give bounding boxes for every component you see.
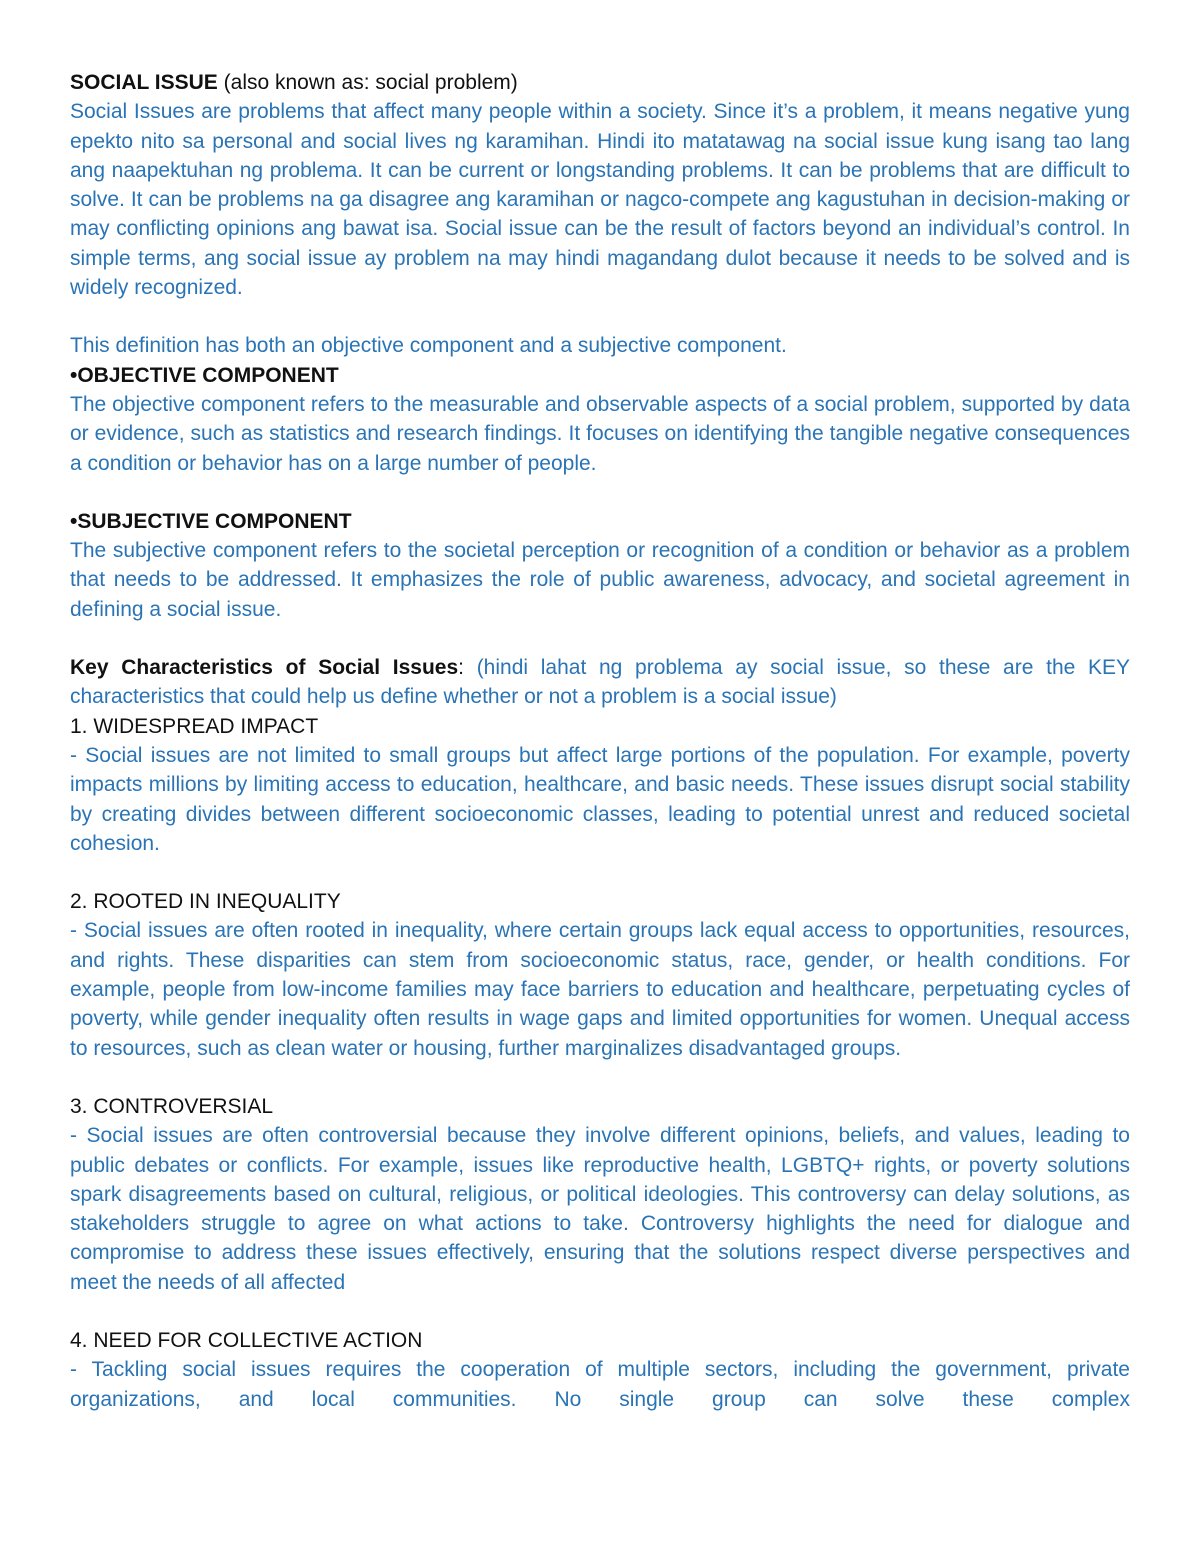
characteristic-heading-3: 3. CONTROVERSIAL xyxy=(70,1094,274,1118)
spacer xyxy=(70,478,1130,507)
spacer xyxy=(70,1297,1130,1326)
key-characteristics-colon: : xyxy=(458,656,477,680)
key-characteristics-intro xyxy=(70,653,1130,712)
spacer xyxy=(70,624,1130,653)
characteristic-heading-1: 1. WIDESPREAD IMPACT xyxy=(70,714,319,738)
characteristic-text-3: - Social issues are often controversial because they involve different opinions, beliefs, and values, leading to public debates or conflicts. For example, issues like reproductive health, LGBTQ+ rights, or poverty solutions spark disagreements based on cultural, religious, or political ideologies. This controversy can delay solutions, as stakeholders struggle to agree on what actions to take. Controversy highlights the need for dialogue and compromise to address these issues effectively, ensuring that the solutions respect diverse perspectives and meet the needs of all affected xyxy=(70,1124,1130,1294)
spacer xyxy=(70,858,1130,887)
subjective-heading: •SUBJECTIVE COMPONENT xyxy=(70,509,352,533)
spacer xyxy=(70,1063,1130,1092)
document-body xyxy=(70,68,1130,1414)
key-characteristics-note: (hindi lahat ng problema ay social issue, so these are the KEY characteristics that could help us define whether or not a problem is a social issue) xyxy=(70,656,1131,709)
characteristic-text-1: - Social issues are not limited to small groups but affect large portions of the population. For example, poverty impacts millions by limiting access to education, healthcare, and basic needs. These issues disrupt social stability by creating divides between different socioeconomic classes, leading to potential unrest and reduced societal cohesion. xyxy=(70,743,1130,855)
objective-text: The objective component refers to the measurable and observable aspects of a social problem, supported by data or evidence, such as statistics and research findings. It focuses on identifying the tangible negative consequences a condition or behavior has on a large number of people. xyxy=(70,392,1130,475)
title-line xyxy=(70,68,1130,97)
subjective-text: The subjective component refers to the societal perception or recognition of a condition or behavior as a problem that needs to be addressed. It emphasizes the role of public awareness, advocacy, and societal agreement in defining a social issue. xyxy=(70,539,1130,621)
page-title: SOCIAL ISSUE xyxy=(70,71,218,94)
characteristic-heading-2: 2. ROOTED IN INEQUALITY xyxy=(70,890,341,914)
characteristic-text-4: - Tackling social issues requires the cooperation of multiple sectors, including the government, private organizations, and local communities. No single group can solve these complex xyxy=(70,1358,1130,1411)
definition-note: This definition has both an objective component and a subjective component. xyxy=(70,334,787,358)
characteristic-heading-4: 4. NEED FOR COLLECTIVE ACTION xyxy=(70,1328,423,1352)
key-characteristics-heading: Key Characteristics of Social Issues xyxy=(70,656,459,680)
intro-paragraph: Social Issues are problems that affect many people within a society. Since it’s a problem, it means negative yung epekto nito sa personal and social lives ng karamihan. Hindi ito matatawag na social issue kung isang tao lang ang naapektuhan ng problema. It can be current or longstanding problems. It can be problems that are difficult to solve. It can be problems na ga disagree ang karamihan or nagco-compete ang kagustuhan in decision-making or may conflicting opinions ang bawat isa. Social issue can be the result of factors beyond an individual’s control. In simple terms, ang social issue ay problem na may hindi magandang dulot because it needs to be solved and is widely recognized. xyxy=(70,100,1130,300)
spacer xyxy=(70,302,1130,331)
title-aka: (also known as: social problem) xyxy=(217,71,518,94)
objective-heading: •OBJECTIVE COMPONENT xyxy=(70,363,339,387)
characteristic-text-2: - Social issues are often rooted in inequality, where certain groups lack equal access to opportunities, resources, and rights. These disparities can stem from socioeconomic status, race, gender, or health conditions. For example, people from low-income families may face barriers to education and healthcare, perpetuating cycles of poverty, while gender inequality often results in wage gaps and limited opportunities for women. Unequal access to resources, such as clean water or housing, further marginalizes disadvantaged groups. xyxy=(70,919,1130,1060)
